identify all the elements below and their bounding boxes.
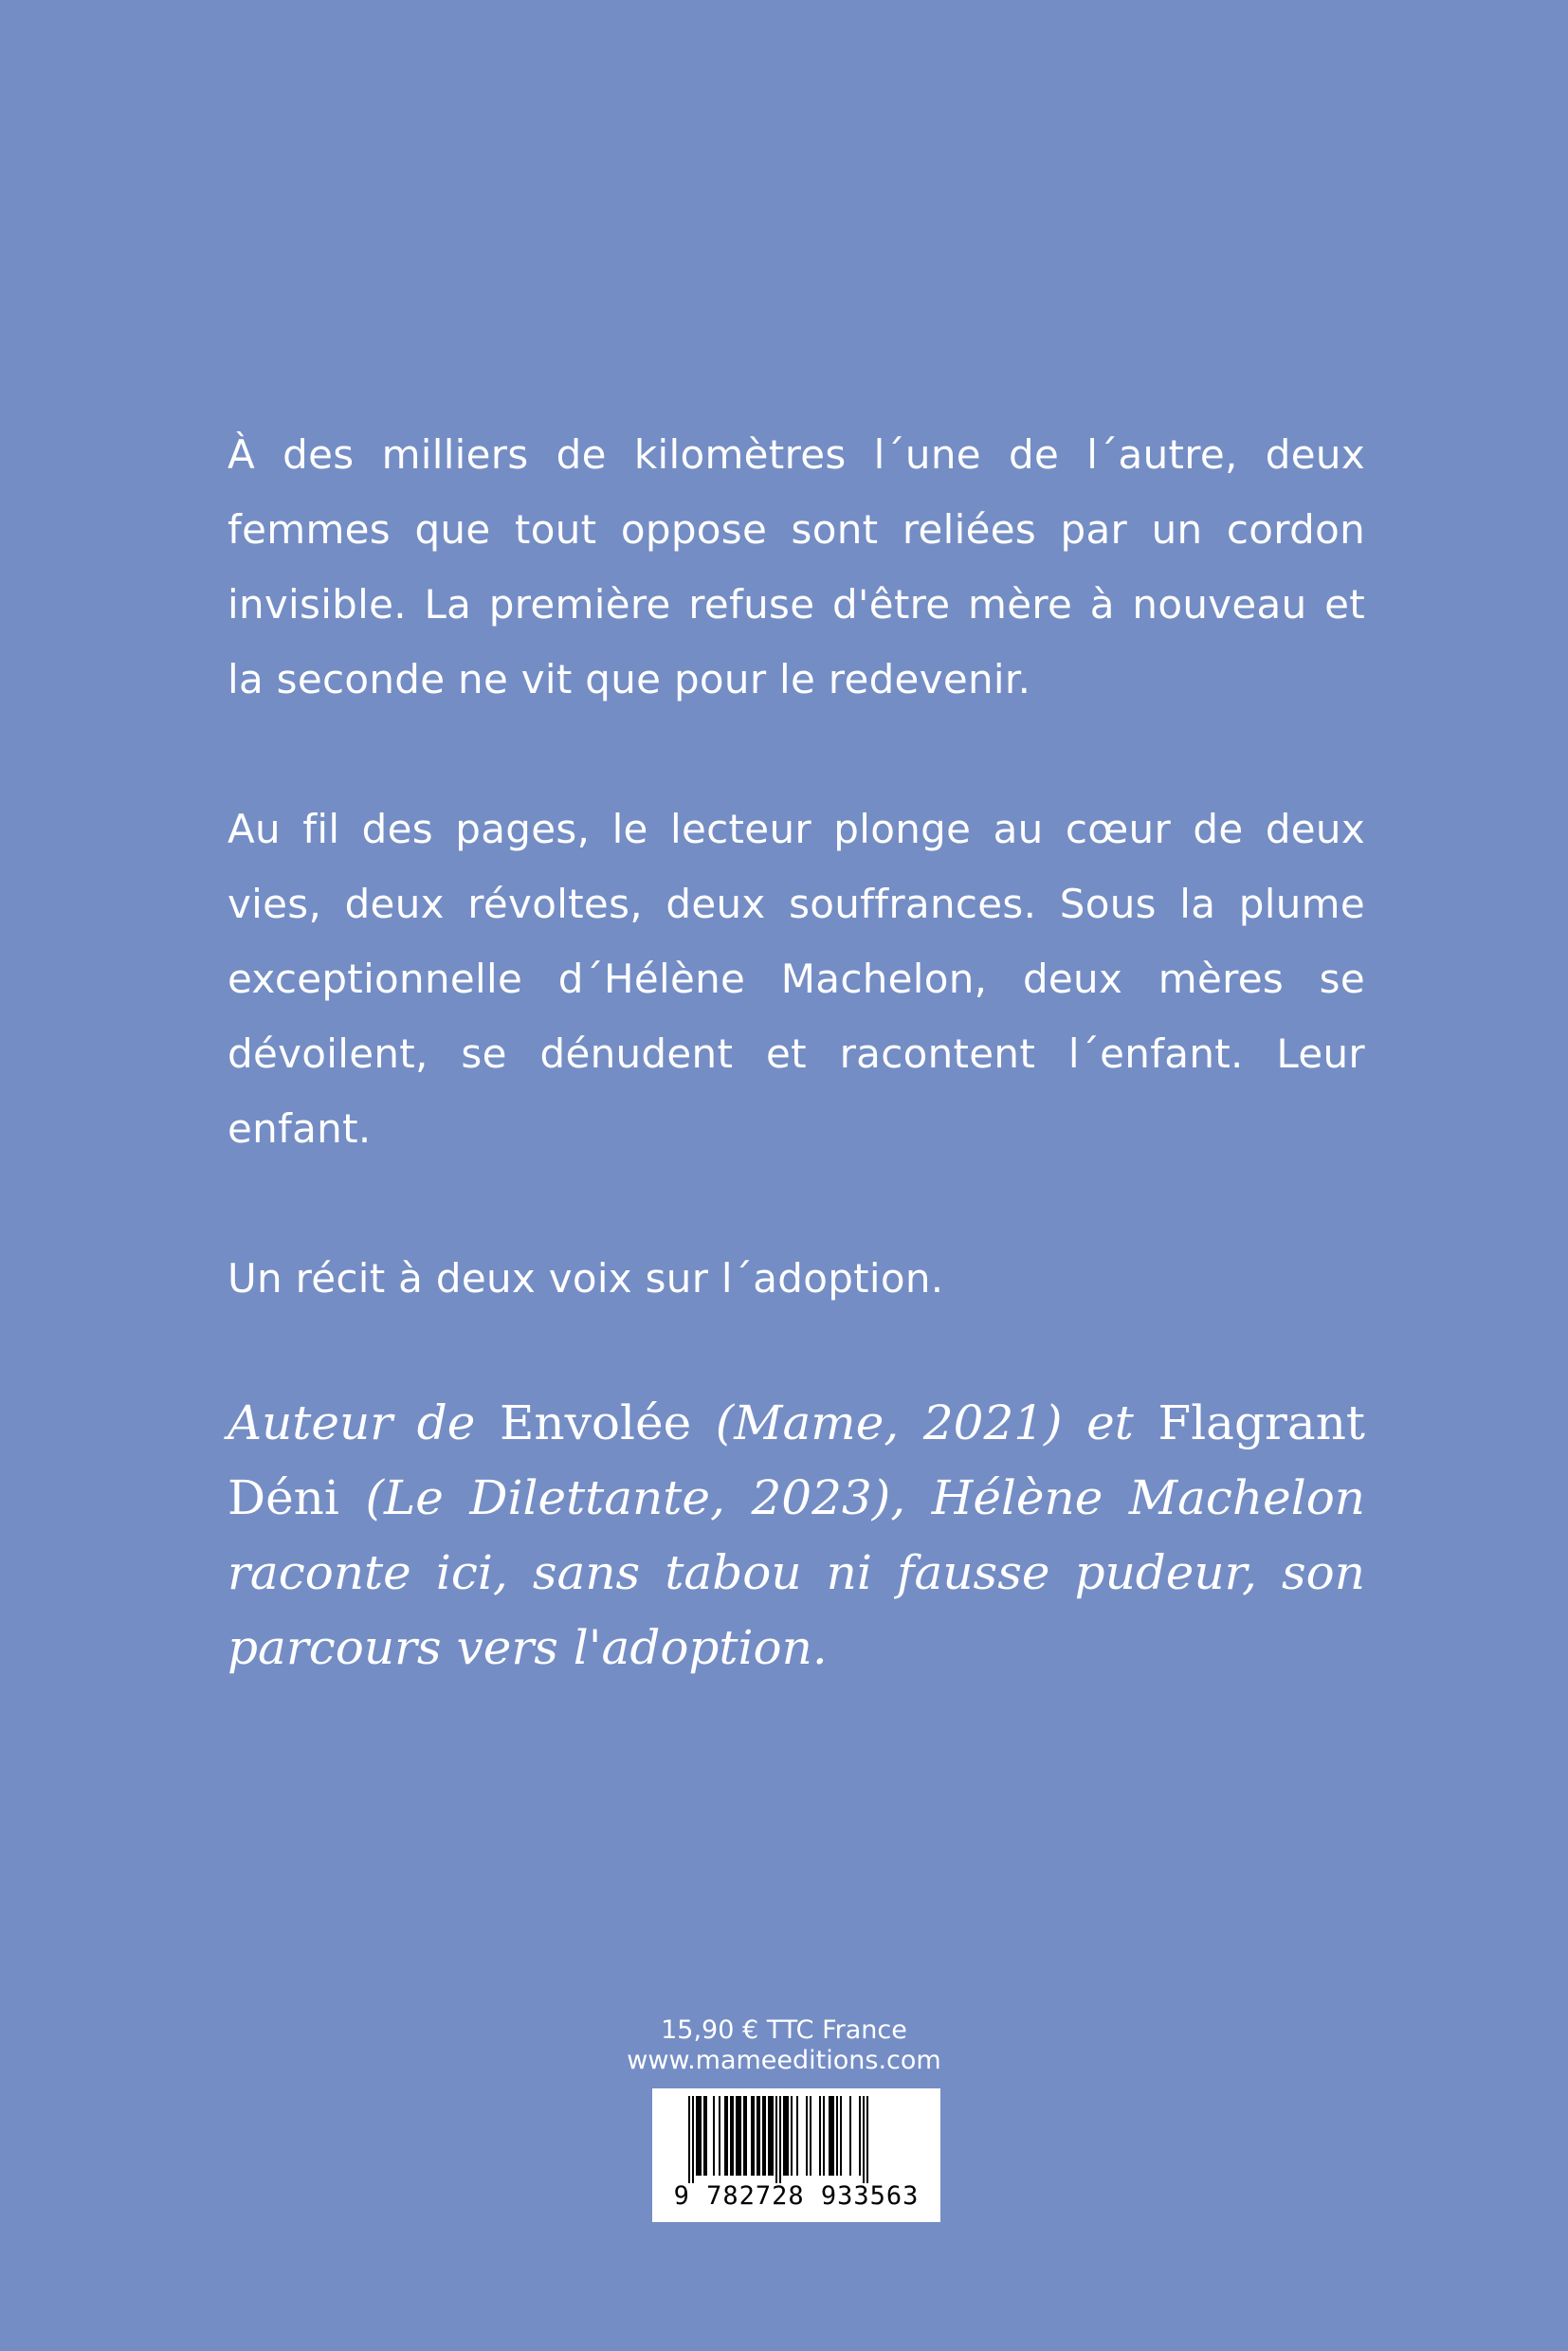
barcode-bar [806,2096,808,2176]
barcode-bar [751,2096,753,2176]
barcode-bar [832,2096,834,2176]
barcode-bar [719,2096,720,2176]
barcode-bar [698,2096,700,2176]
barcode-bar [819,2096,821,2176]
price-block [594,2015,974,2076]
barcode-bar [785,2096,787,2176]
barcode-bar [764,2096,766,2176]
barcode-bar [810,2096,811,2176]
barcode-bar [840,2096,842,2176]
barcode-bar [775,2096,777,2183]
barcode-bar [830,2096,832,2176]
barcode-bar [738,2096,739,2176]
barcode-bar [866,2096,868,2183]
barcode-bar [700,2096,702,2176]
blurb-paragraph-3: Un récit à deux voix sur l´adoption. [228,1255,944,1302]
barcode-bar [753,2096,755,2176]
blurb-paragraph-2: Au fil des pages, le lecteur plonge au cœur de deux vies, deux révoltes, deux souffrances. Sous la plume exceptionnelle d´Hélène Machelon, deux mères se dévoilent, se dénudent et racontent l´enfant. Leur enfant. [228,806,1365,1152]
barcode-bar [823,2096,825,2176]
barcode-bar [796,2096,798,2176]
barcode-bar [696,2096,698,2176]
barcode-bar [791,2096,793,2176]
barcode-bar [703,2096,705,2176]
barcode-bar [772,2096,774,2176]
barcode-bar [758,2096,760,2176]
barcode-bar [768,2096,770,2176]
author-note-part-3: (Le Dilettante, 2023), Hélène Machelon raconte ici, sans tabou ni fausse pudeur, son parcours vers l'adoption. [228,1470,1365,1675]
author-note-part-1: Auteur de [228,1395,500,1450]
barcode-bar [863,2096,865,2183]
blurb-paragraph-1: À des milliers de kilomètres l´une de l´autre, deux femmes que tout oppose sont reliées par un cordon invisible. La première refuse d'être mère à nouveau et la seconde ne vit que pour le redevenir. [228,431,1365,702]
author-note [228,1386,1365,1686]
barcode-bar [736,2096,738,2176]
barcode-bar [713,2096,715,2176]
barcode-bars [652,2088,940,2183]
barcode-bar [730,2096,732,2176]
barcode-digits: 9 782728 933563 [673,2181,920,2211]
barcode-bar [743,2096,745,2176]
barcode-bar [732,2096,734,2176]
barcode-bar [770,2096,772,2176]
barcode-bar [849,2096,851,2176]
barcode-bar [836,2096,838,2176]
barcode-bar [739,2096,741,2176]
barcode-bar [705,2096,707,2176]
barcode-bar [859,2096,861,2176]
barcode-bar [726,2096,728,2176]
author-note-part-2: (Mame, 2021) et [691,1395,1158,1450]
barcode-bar [787,2096,789,2176]
book-title-flagrant-deni: Flagrant Déni [228,1395,1366,1525]
price-label: 15,90 € TTC France [661,2015,907,2045]
barcode-bar [783,2096,785,2176]
book-title-envolee: Envolée [499,1395,692,1450]
barcode-bar [692,2096,694,2183]
barcode-bar [762,2096,764,2176]
isbn-barcode [652,2088,940,2222]
publisher-website: www.mameeditions.com [627,2046,941,2075]
barcode-bar [779,2096,781,2183]
barcode-bar [688,2096,690,2183]
barcode-bar [724,2096,726,2176]
back-cover-blurb [228,417,1365,1316]
barcode-bar [757,2096,758,2176]
barcode-bar [829,2096,830,2176]
barcode-bar [745,2096,747,2176]
